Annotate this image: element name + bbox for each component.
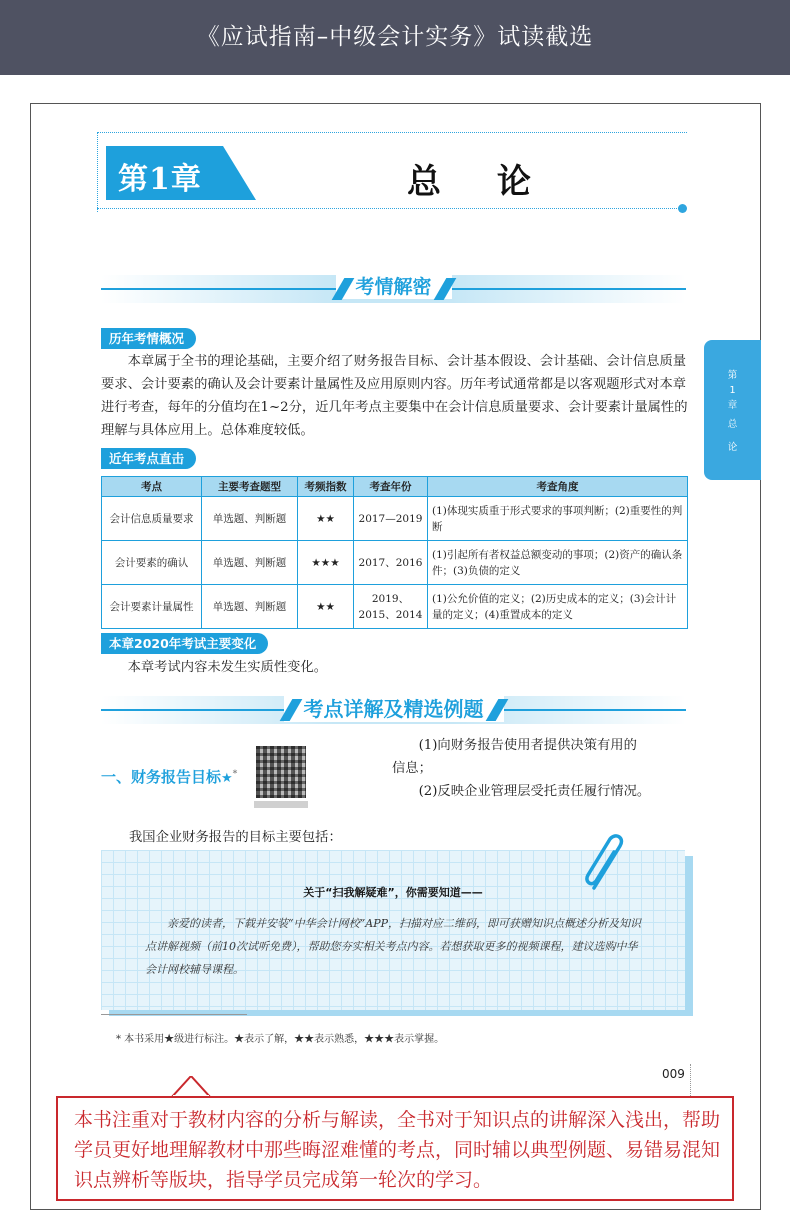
goal-list — [392, 734, 692, 803]
paperclip-icon — [580, 832, 632, 894]
table-cell: (1)体现实质重于形式要求的事项判断；(2)重要性的判断 — [428, 497, 688, 541]
table-cell: 会计信息质量要求 — [102, 497, 202, 541]
table-header: 考点 — [102, 477, 202, 497]
footnote-mark: * — [232, 769, 238, 779]
callout-pointer-icon — [171, 1076, 211, 1098]
table-header: 考频指数 — [298, 477, 354, 497]
table-cell: 单选题、判断题 — [202, 541, 298, 585]
table-row — [102, 585, 688, 629]
chapter-title: 总 论 — [407, 162, 553, 202]
section-title: 考情解密 — [335, 272, 451, 299]
qr-caption-blur — [254, 801, 308, 808]
table-cell: (1)公允价值的定义；(2)历史成本的定义；(3)会计计量的定义；(4)重置成本的定义 — [428, 585, 688, 629]
history-label: 历年考情概况 — [101, 328, 196, 349]
footnote-rule — [101, 1014, 247, 1015]
side-tab-line: 总 — [727, 419, 738, 430]
goal-item-continued: 信息； — [392, 761, 432, 776]
side-chapter-tab[interactable] — [704, 340, 761, 480]
table-cell: 2017—2019 — [354, 497, 428, 541]
section-bar-exam-analysis — [101, 275, 686, 303]
table-cell: 2019、2015、2014 — [354, 585, 428, 629]
top-banner: 《应试指南–中级会计实务》试读截选 — [0, 0, 790, 75]
side-tab-line: 第 — [727, 370, 738, 381]
star-icon: ★ — [221, 771, 233, 786]
footnote: * 本书采用★级进行标注。★表示了解，★★表示熟悉，★★★表示掌握。 — [116, 1034, 445, 1045]
table-cell: 会计要素计量属性 — [102, 585, 202, 629]
table-header: 考查年份 — [354, 477, 428, 497]
chapter-end-dot — [678, 204, 687, 213]
table-header: 主要考查题型 — [202, 477, 298, 497]
goal-item: (1)向财务报告使用者提供决策有用的 — [418, 738, 637, 753]
table-cell: (1)引起所有者权益总额变动的事项；(2)资产的确认条件；(3)负债的定义 — [428, 541, 688, 585]
book-page — [30, 103, 761, 1210]
table-header-row — [102, 477, 688, 497]
goal-item: (2)反映企业管理层受托责任履行情况。 — [418, 784, 651, 799]
scan-box-body: 亲爱的读者，下载并安装“中华会计网校”APP，扫描对应二维码，即可获赠知识点概述分析及知识点讲解视频（前10次试听免费），帮助您夯实相关考点内容。若想获取更多的视频课程，建议选购中华会计网校辅导课程。 — [145, 917, 641, 976]
table-cell: ★★ — [298, 497, 354, 541]
side-tab-line: 1 — [729, 385, 736, 396]
page-number: 009 — [662, 1067, 685, 1081]
section-title: 考点详解及精选例题 — [284, 693, 504, 722]
chapter-underline — [97, 208, 681, 209]
side-tab-line: 章 — [727, 400, 738, 411]
table-header: 考查角度 — [428, 477, 688, 497]
qr-code-icon[interactable] — [256, 746, 306, 798]
recent-label: 近年考点直击 — [101, 448, 196, 469]
table-cell: 会计要素的确认 — [102, 541, 202, 585]
exam-points-table — [101, 476, 688, 629]
side-tab-line: 论 — [727, 442, 738, 453]
change-text: 本章考试内容未发生实质性变化。 — [127, 660, 328, 675]
change-label: 本章2020年考试主要变化 — [101, 633, 268, 654]
callout-note: 本书注重对于教材内容的分析与解读，全书对于知识点的讲解深入浅出，帮助学员更好地理解教材中那些晦涩难懂的考点，同时辅以典型例题、易错易混知识点辨析等版块，指导学员完成第一轮次的学习。 — [56, 1096, 734, 1201]
table-cell: ★★ — [298, 585, 354, 629]
table-cell: ★★★ — [298, 541, 354, 585]
table-cell: 单选题、判断题 — [202, 497, 298, 541]
table-row — [102, 541, 688, 585]
table-row — [102, 497, 688, 541]
goal-intro: 我国企业财务报告的目标主要包括： — [129, 830, 342, 845]
table-cell: 单选题、判断题 — [202, 585, 298, 629]
goal-heading — [101, 766, 237, 787]
scan-box-title: 关于“扫我解疑难”，你需要知道—— — [303, 886, 483, 899]
table-cell: 2017、2016 — [354, 541, 428, 585]
section-bar-examples — [101, 696, 686, 724]
chapter-number: 第1章 — [118, 162, 202, 197]
goal-heading-text: 一、财务报告目标 — [101, 768, 222, 786]
history-text: 本章属于全书的理论基础，主要介绍了财务报告目标、会计基本假设、会计基础、会计信息质量要求、会计要素的确认及会计要素计量属性及应用原则内容。历年考试通常都是以客观题形式对本章进行考查，每年的分值均在1~2分，近几年考点主要集中在会计信息质量要求、会计要素计量属性的理解与具体应用上。总体难度较低。 — [101, 354, 688, 438]
